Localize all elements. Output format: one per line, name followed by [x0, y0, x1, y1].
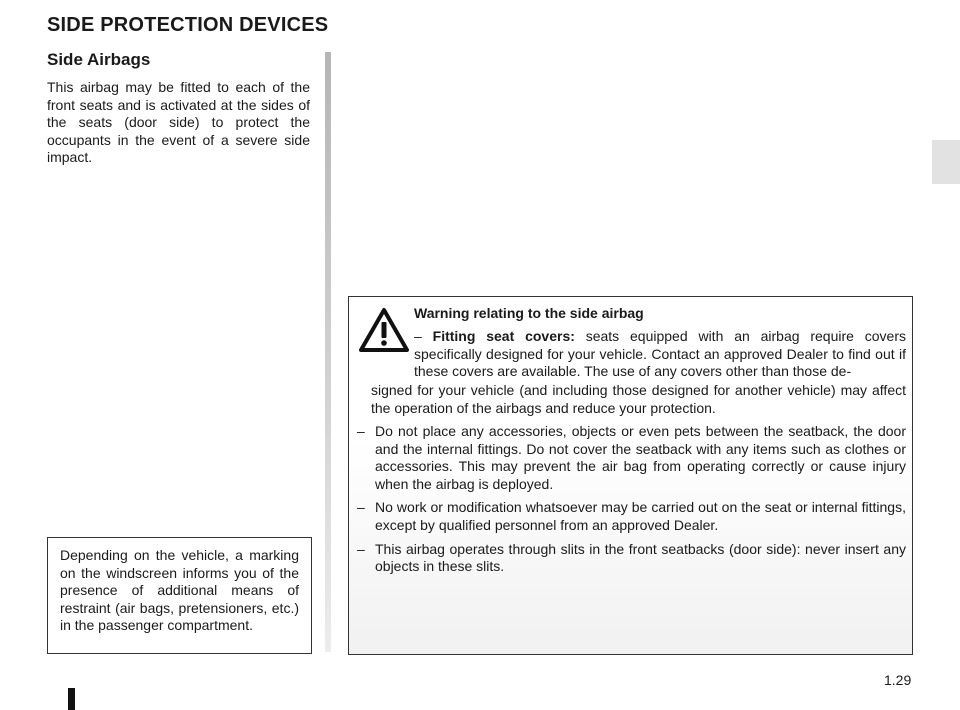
column-divider	[325, 52, 331, 652]
warning-first-continuation: signed for your vehicle (and including those designed for another vehicle) may affect the operation of the airbags and reduce your protection.	[371, 382, 906, 416]
warning-bullet	[357, 541, 906, 576]
page-title: SIDE PROTECTION DEVICES	[47, 14, 329, 36]
bullet-dash: –	[357, 540, 365, 557]
warning-bullet	[357, 423, 906, 493]
corner-mark	[68, 688, 75, 710]
bullet-dash: –	[357, 499, 365, 516]
bullet-dash: –	[357, 423, 365, 439]
chapter-tab	[932, 140, 960, 184]
intro-paragraph: This airbag may be fitted to each of the front seats and is activated at the sides of the seats (door side) to protect the occupants in the event of a severe side impact.	[47, 79, 310, 166]
info-note-text: Depending on the vehicle, a marking on the windscreen informs you of the presence of additional means of restraint (air bags, pretensioners, etc.) in the passenger compartment.	[60, 547, 299, 633]
warning-first-dash: –	[414, 328, 422, 344]
bullet-text: No work or modification whatsoever may be carried out on the seat or internal fittings, except by qualified personnel from an approved Dealer.	[375, 499, 906, 533]
bullet-text: This airbag operates through slits in the front seatbacks (door side): never insert any objects in these slits.	[375, 540, 906, 575]
info-note-box	[47, 537, 312, 654]
page-number: 1.29	[884, 672, 912, 688]
bullet-text: Do not place any accessories, objects or even pets between the seatback, the door and the internal fittings. Do not cover the seatback with any items such as clothes or accessories. This may prevent the air bag from operating correctly or cause injury when the airbag is deployed.	[375, 423, 906, 492]
warning-first-item	[414, 328, 906, 381]
section-heading: Side Airbags	[47, 50, 151, 69]
warning-first-label: Fitting seat covers:	[432, 328, 575, 344]
warning-heading: Warning relating to the side airbag	[414, 305, 644, 321]
warning-bullet-list	[357, 423, 906, 582]
warning-box	[348, 296, 913, 655]
warning-first-text: seats equipped with an airbag require covers specifically designed for your vehicle. Contact an approved Dealer to find out if these covers are available. The use of any covers other than those de-	[414, 328, 906, 380]
warning-triangle-icon	[358, 307, 410, 353]
warning-bullet	[357, 499, 906, 534]
